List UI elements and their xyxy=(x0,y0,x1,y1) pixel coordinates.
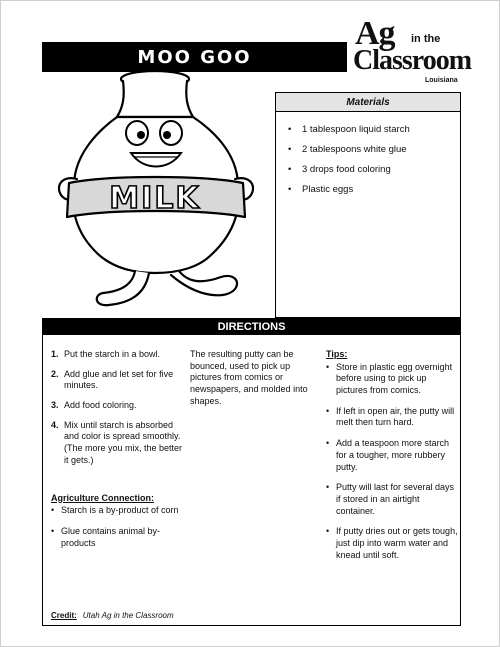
left-eye xyxy=(126,121,148,145)
credit-label: Credit: xyxy=(51,611,77,620)
directions-heading: DIRECTIONS xyxy=(43,319,460,335)
list-item: • If left in open air, the putty will melt then turn hard. xyxy=(326,405,455,428)
steps-column xyxy=(51,349,183,558)
list-item: • Add a teaspoon more starch for a tougher, more rubbery putty. xyxy=(326,438,450,472)
list-item: • Starch is a by-product of corn xyxy=(51,505,179,516)
milk-label-text: MILK xyxy=(109,181,201,216)
note-column xyxy=(190,349,318,407)
agriculture-heading: Agriculture Connection: xyxy=(51,492,154,503)
credit-line xyxy=(51,611,174,620)
list-item: • Plastic eggs xyxy=(288,184,354,195)
materials-heading: Materials xyxy=(276,93,460,112)
list-item: • If putty dries out or gets tough, just dip into warm water and knead until soft. xyxy=(326,526,458,560)
right-pupil xyxy=(163,131,171,139)
tips-column xyxy=(326,349,458,570)
right-eye xyxy=(160,121,182,145)
left-leg xyxy=(97,271,149,305)
step-item: 3. Add food coloring. xyxy=(51,400,137,411)
logo-classroom: Classroom xyxy=(353,45,472,76)
putty-note: The resulting putty can be bounced, used to pick up pictures from comics or newspapers, and molded into shapes. xyxy=(190,349,308,406)
credit-text: Utah Ag in the Classroom xyxy=(82,611,174,620)
directions-box xyxy=(42,318,461,626)
page-title: MOO GOO xyxy=(137,46,252,68)
materials-box xyxy=(275,92,461,318)
bottle-neck xyxy=(117,81,193,117)
list-item: • Putty will last for several days if stored in an airtight container. xyxy=(326,482,455,516)
step-item: 4. Mix until starch is absorbed and color is spread smoothly. (The more you mix, the better it gets.) xyxy=(51,419,183,465)
logo-in-the: in the xyxy=(411,33,441,45)
logo-ag: Ag xyxy=(355,15,395,52)
step-item: 2. Add glue and let set for five minutes. xyxy=(51,368,174,391)
list-item: • 3 drops food coloring xyxy=(288,164,391,175)
ag-in-the-classroom-logo xyxy=(353,15,471,85)
tips-heading: Tips: xyxy=(326,349,348,359)
left-pupil xyxy=(137,131,145,139)
step-item: 1. Put the starch in a bowl. xyxy=(51,349,161,359)
list-item: • 2 tablespoons white glue xyxy=(288,144,407,155)
materials-list xyxy=(288,124,460,195)
list-item: • Glue contains animal by-products xyxy=(51,525,161,548)
right-leg xyxy=(171,271,237,295)
milk-bottle-character-icon xyxy=(39,67,271,315)
list-item: • 1 tablespoon liquid starch xyxy=(288,124,410,135)
logo-state: Louisiana xyxy=(425,77,458,84)
list-item: • Store in plastic egg overnight before using to pick up pictures from comics. xyxy=(326,361,453,396)
